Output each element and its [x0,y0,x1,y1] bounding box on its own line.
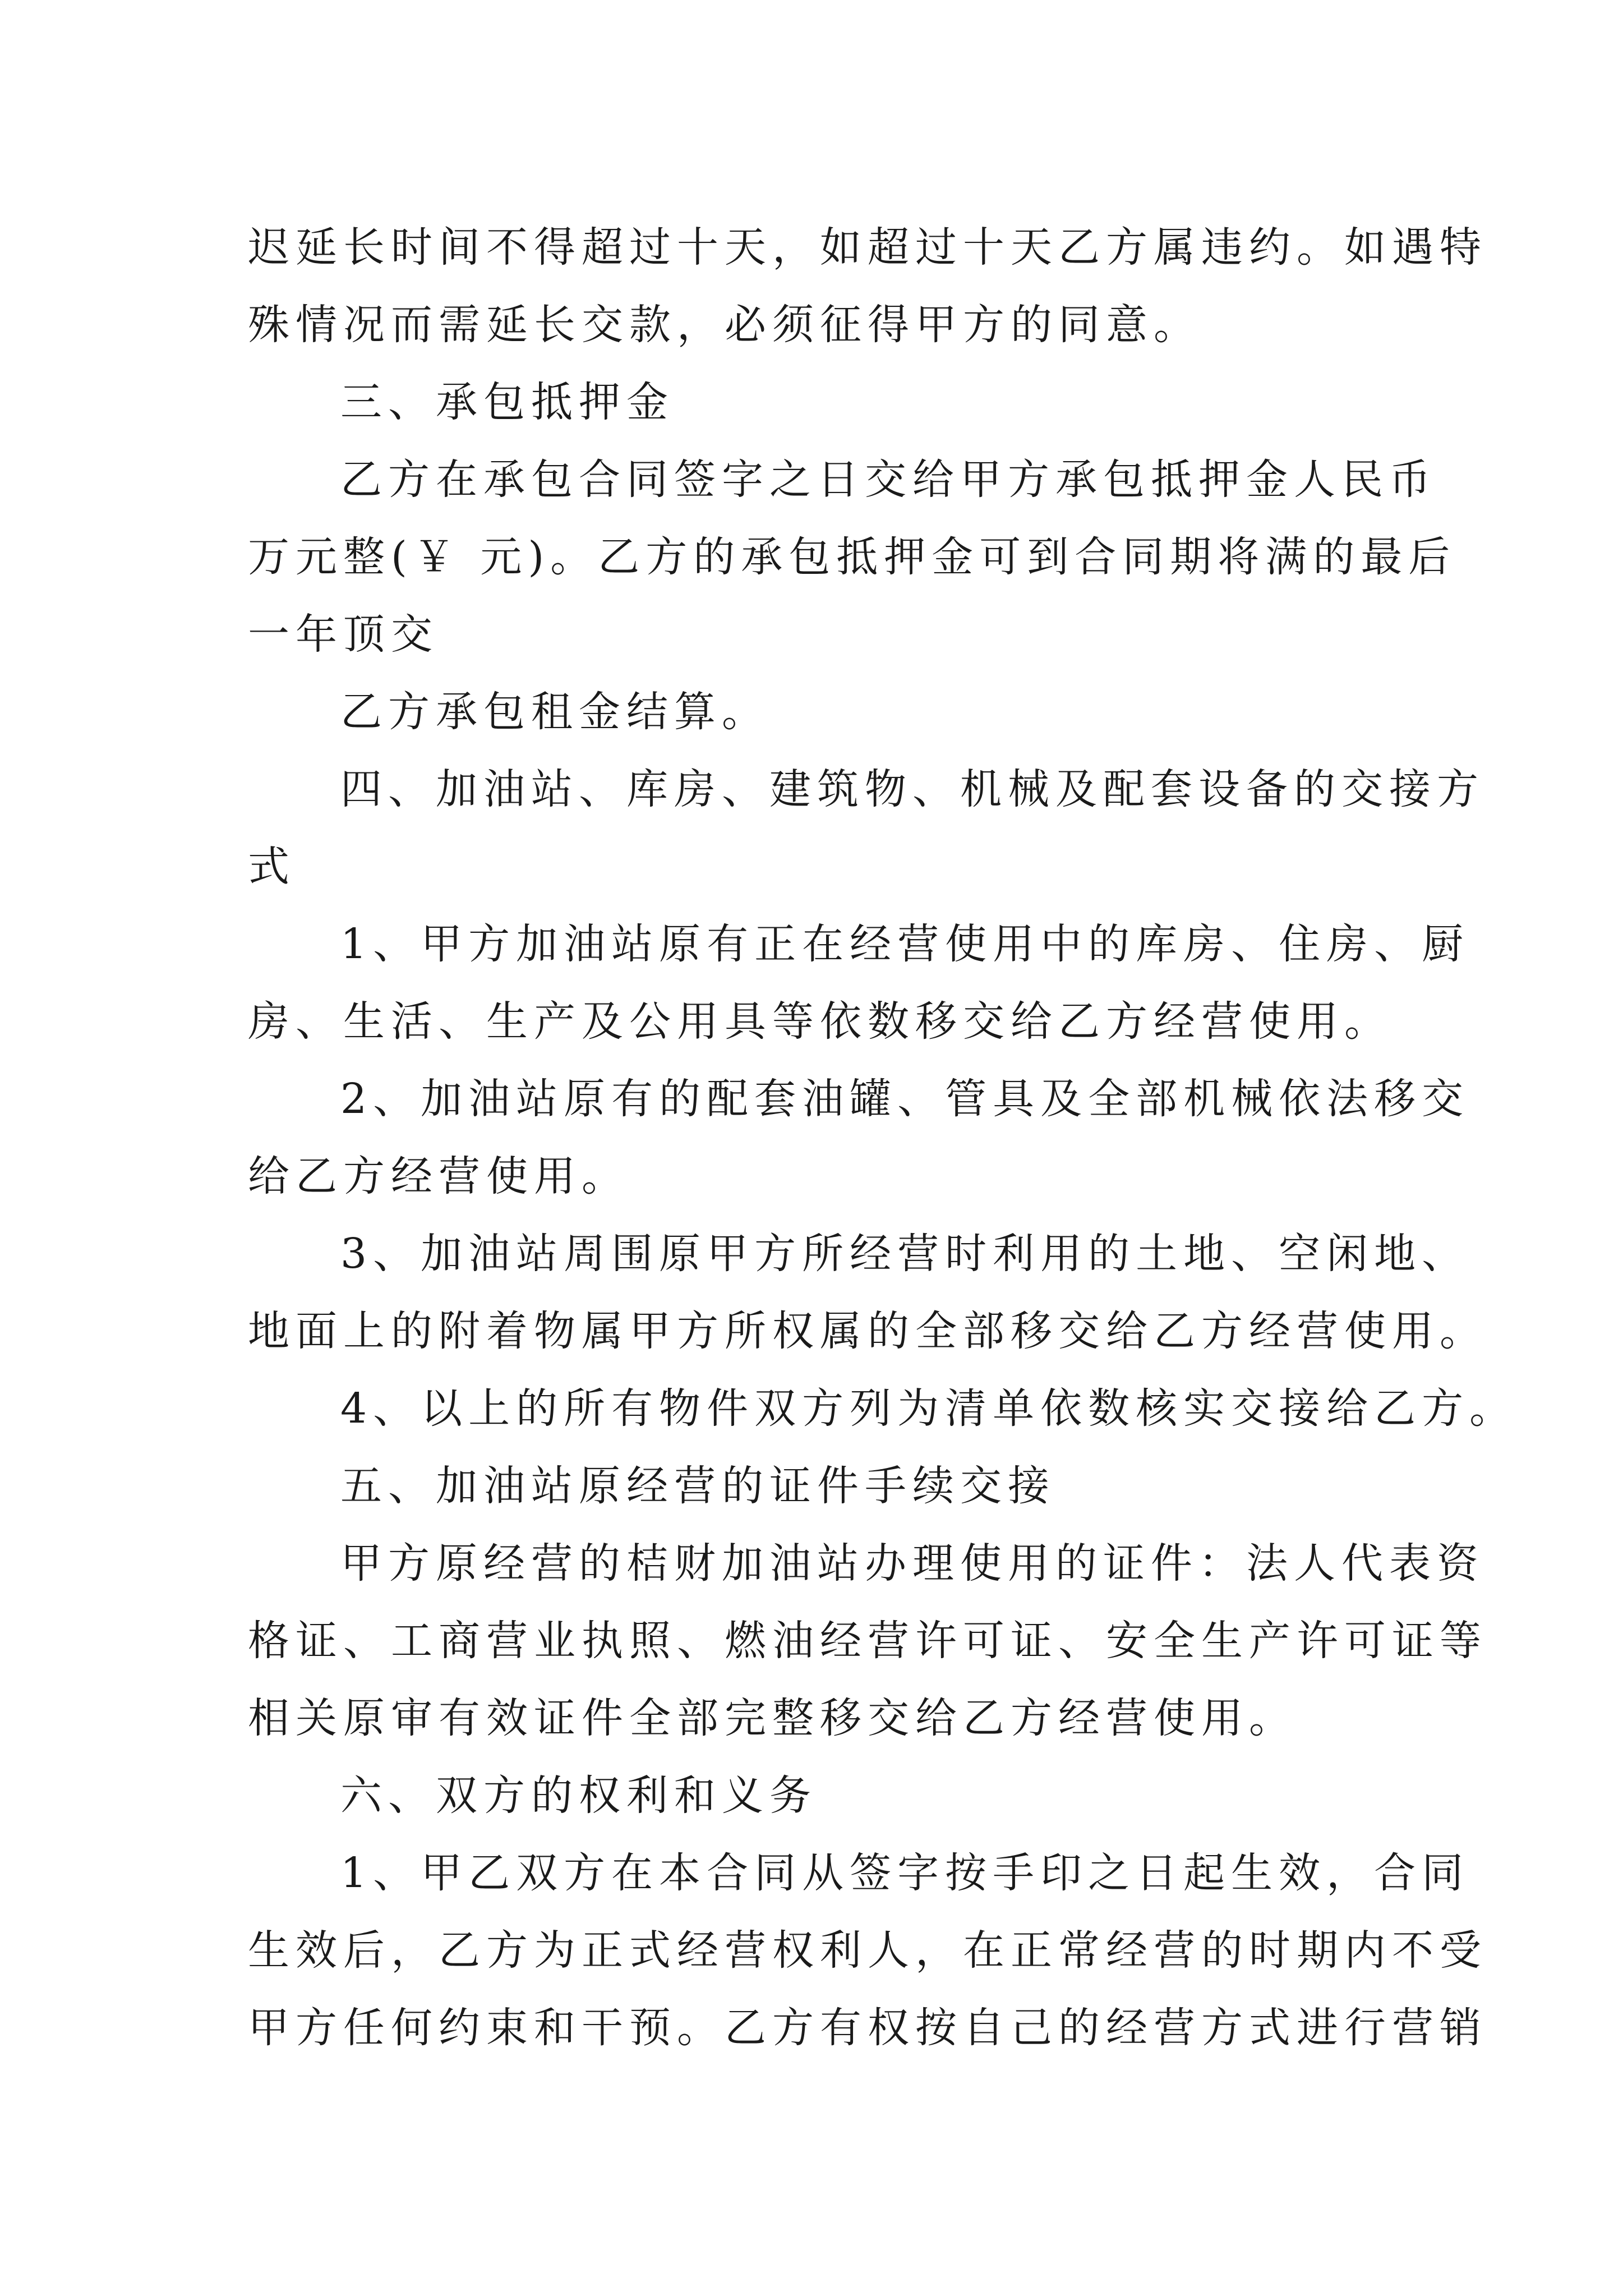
text-line: 甲方任何约束和干预。乙方有权按自己的经营方式进行营销 [248,2004,1487,2052]
text-line: 乙方承包租金结算。 [340,688,769,736]
text-line: 3、加油站周围原甲方所经营时利用的土地、空闲地、 [340,1230,1470,1278]
text-line: 殊情况而需延长交款，必须征得甲方的同意。 [248,301,1201,349]
text-line: 一年顶交 [248,610,439,659]
text-line: 六、双方的权利和义务 [340,1772,817,1820]
text-line: 地面上的附着物属甲方所权属的全部移交给乙方经营使用。 [248,1307,1487,1355]
text-line: 迟延长时间不得超过十天，如超过十天乙方属违约。如遇特 [248,223,1487,272]
text-line: 万元整(￥ 元)。乙方的承包抵押金可到合同期将满的最后 [248,533,1456,581]
text-line: 五、加油站原经营的证件手续交接 [340,1462,1055,1510]
text-line: 1、甲乙双方在本合同从签字按手印之日起生效，合同 [340,1849,1470,1897]
text-line: 生效后，乙方为正式经营权利人，在正常经营的时期内不受 [248,1926,1487,1975]
text-line: 相关原审有效证件全部完整移交给乙方经营使用。 [248,1694,1297,1742]
text-line: 式 [248,843,296,891]
text-line: 2、加油站原有的配套油罐、管具及全部机械依法移交 [340,1075,1470,1123]
text-line: 格证、工商营业执照、燃油经营许可证、安全生产许可证等 [248,1617,1487,1665]
text-line: 乙方在承包合同签字之日交给甲方承包抵押金人民币 [340,455,1437,504]
text-line: 甲方原经营的桔财加油站办理使用的证件：法人代表资 [340,1539,1484,1588]
text-line: 1、甲方加油站原有正在经营使用中的库房、住房、厨 [340,920,1470,968]
text-line: 三、承包抵押金 [340,378,674,426]
text-line: 4、以上的所有物件双方列为清单依数核实交接给乙方。 [340,1384,1518,1433]
text-line: 房、生活、生产及公用具等依数移交给乙方经营使用。 [248,997,1392,1046]
text-line: 给乙方经营使用。 [248,1152,629,1200]
text-line: 四、加油站、库房、建筑物、机械及配套设备的交接方 [340,765,1484,813]
document-body [248,209,1518,2067]
